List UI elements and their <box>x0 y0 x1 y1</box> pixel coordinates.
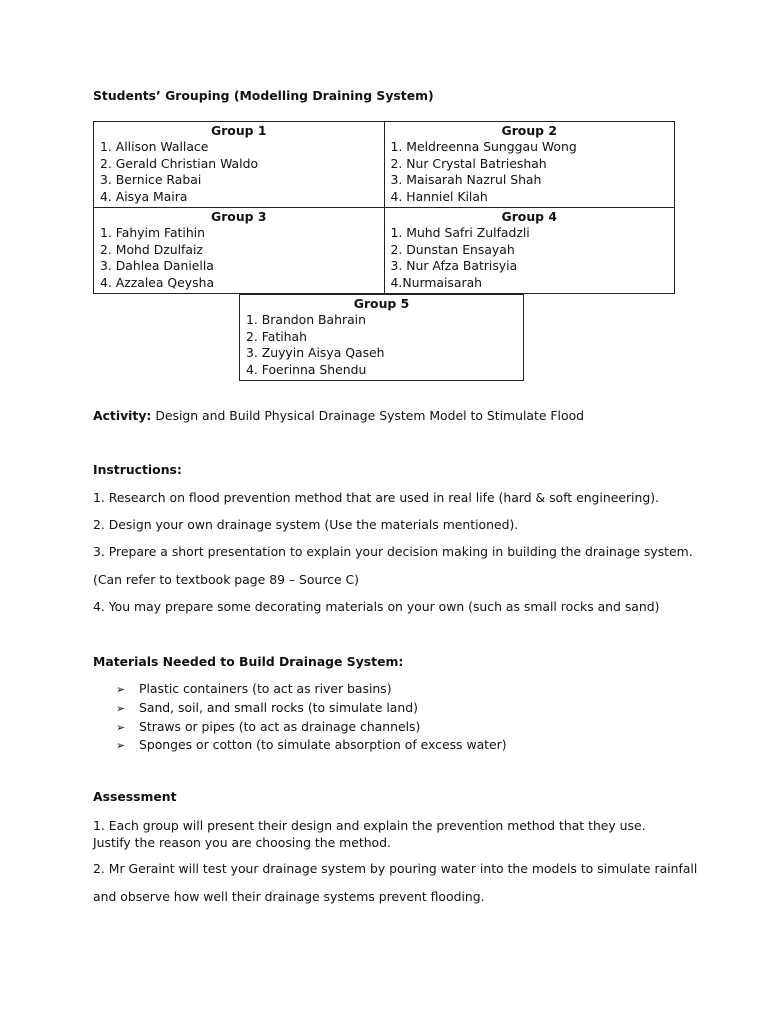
instructions-heading: Instructions: <box>93 462 182 477</box>
instruction-item: 4. You may prepare some decorating materials on your own (such as small rocks and sand) <box>93 599 660 614</box>
group-member: 1. Brandon Bahrain <box>246 312 366 328</box>
group-member: 1. Muhd Safri Zulfadzli <box>390 225 530 241</box>
group-member: 3. Bernice Rabai <box>100 172 202 188</box>
material-text: Sponges or cotton (to simulate absorption of excess water) <box>139 737 507 753</box>
group-member: 1. Meldreenna Sunggau Wong <box>390 139 577 155</box>
material-text: Sand, soil, and small rocks (to simulate land) <box>139 699 418 715</box>
activity-label: Activity: <box>93 408 152 423</box>
group-member: 1. Fahyim Fatihin <box>100 225 206 241</box>
table-row <box>94 208 675 294</box>
instruction-item: 3. Prepare a short presentation to explain your decision making in building the drainage system. <box>93 544 693 559</box>
group-member: 4. Azzalea Qeysha <box>100 274 215 290</box>
list-item <box>116 736 507 755</box>
group-member: 3. Dahlea Daniella <box>100 258 214 274</box>
assessment-heading: Assessment <box>93 789 177 804</box>
materials-list <box>116 680 507 755</box>
group-cell-5 <box>239 294 524 381</box>
group-member: 1. Allison Wallace <box>100 139 209 155</box>
activity-text: Design and Build Physical Drainage System Model to Stimulate Flood <box>151 408 585 423</box>
assessment-item: 1. Each group will present their design and explain the prevention method that they use. Justify the reason you are choosing the method. <box>93 818 646 850</box>
group-member: 4. Aisya Maira <box>100 188 188 204</box>
instruction-item: 1. Research on flood prevention method that are used in real life (hard & soft engineering). <box>93 490 659 505</box>
group-cell-4 <box>384 208 675 294</box>
group-member: 2. Dunstan Ensayah <box>390 241 515 257</box>
arrow-bullet-icon: ➢ <box>116 739 126 753</box>
group-member: 4. Foerinna Shendu <box>246 361 367 377</box>
group-member: 3. Zuyyin Aisya Qaseh <box>246 345 385 361</box>
group-member: 4.Nurmaisarah <box>390 274 483 290</box>
group-member: 3. Nur Afza Batrisyia <box>390 258 518 274</box>
group-heading: Group 5 <box>353 296 410 311</box>
group-heading: Group 1 <box>211 123 267 138</box>
grouping-table <box>93 121 675 294</box>
group-member: 2. Gerald Christian Waldo <box>100 155 259 171</box>
list-item <box>116 718 507 737</box>
assessment-item-continued: and observe how well their drainage systems prevent flooding. <box>93 889 485 904</box>
instruction-note: (Can refer to textbook page 89 – Source C) <box>93 572 360 587</box>
group-cell-1 <box>94 122 385 208</box>
instruction-item: 2. Design your own drainage system (Use the materials mentioned). <box>93 517 519 532</box>
group-heading: Group 4 <box>501 209 557 225</box>
group-heading: Group 2 <box>501 123 557 138</box>
group-cell-3 <box>94 208 385 294</box>
material-text: Straws or pipes (to act as drainage channels) <box>139 718 421 734</box>
arrow-bullet-icon: ➢ <box>116 720 126 734</box>
document-title: Students’ Grouping (Modelling Draining System) <box>93 88 434 103</box>
group-member: 2. Fatihah <box>246 328 307 344</box>
arrow-bullet-icon: ➢ <box>116 683 126 696</box>
materials-heading: Materials Needed to Build Drainage System: <box>93 654 404 669</box>
group-member: 3. Maisarah Nazrul Shah <box>390 172 542 188</box>
group-heading: Group 3 <box>211 209 267 225</box>
material-text: Plastic containers (to act as river basins) <box>139 681 392 696</box>
list-item <box>116 680 507 699</box>
group-member: 2. Mohd Dzulfaiz <box>100 241 203 257</box>
arrow-bullet-icon: ➢ <box>116 701 126 715</box>
group-member: 4. Hanniel Kilah <box>390 188 488 204</box>
list-item <box>116 699 507 718</box>
activity-line <box>93 408 584 423</box>
table-row <box>94 122 675 208</box>
group-member: 2. Nur Crystal Batrieshah <box>390 155 547 171</box>
group-cell-2 <box>384 122 675 208</box>
assessment-item: 2. Mr Geraint will test your drainage system by pouring water into the models to simulate rainfall <box>93 861 698 876</box>
